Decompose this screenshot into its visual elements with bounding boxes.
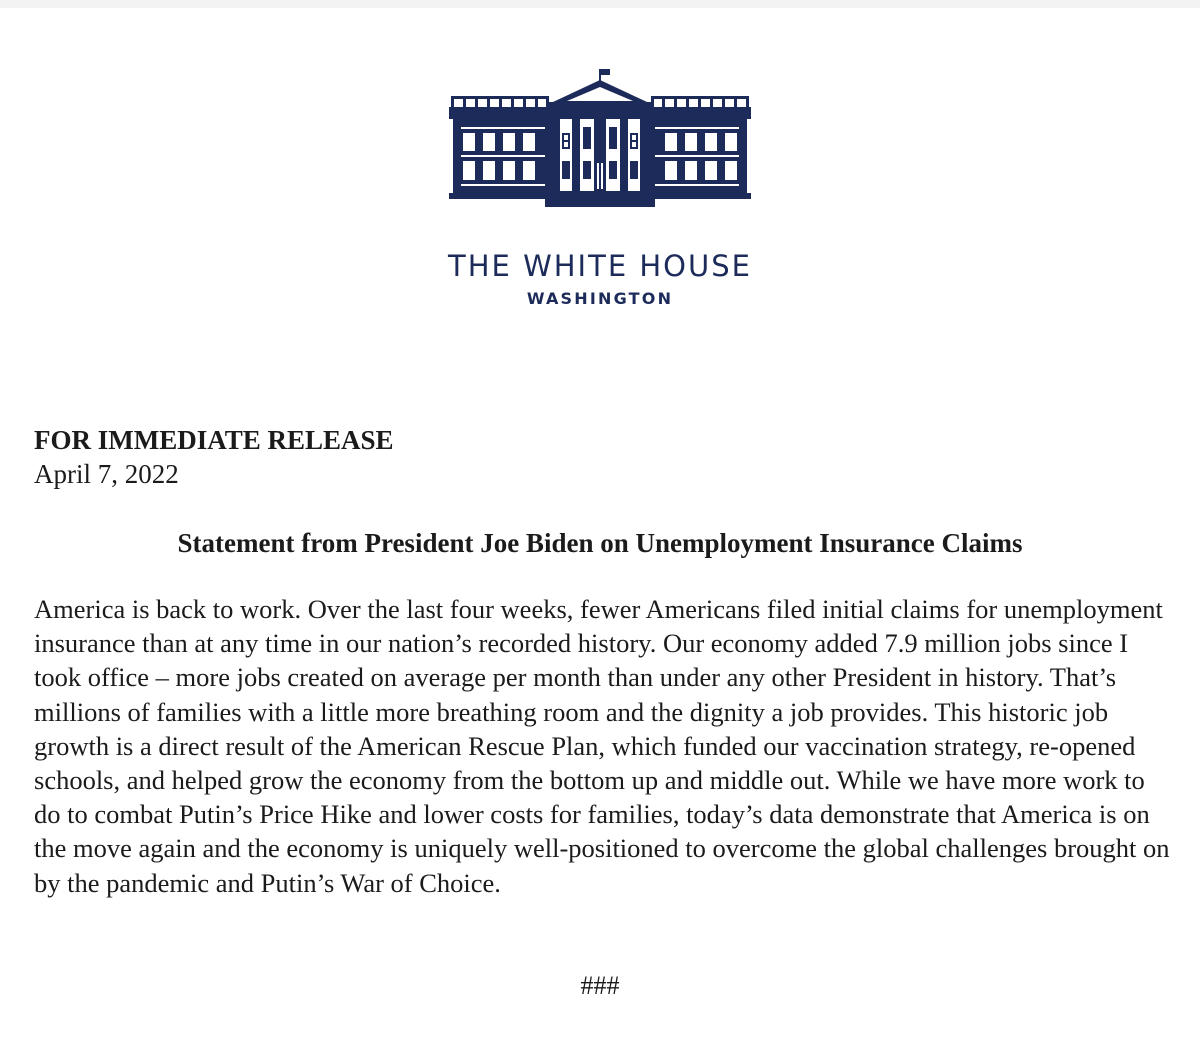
release-label: FOR IMMEDIATE RELEASE [34, 425, 394, 455]
letterhead-subtitle: WASHINGTON [526, 289, 674, 308]
statement-body: America is back to work. Over the last four weeks, fewer Americans filed initial claims for unemployment insurance than at any time in our nation’s recorded history. Our economy added 7.9 million jobs since I took office – more jobs created on average per month than under any other President in history. That’s millions of families with a little more breathing room and the dignity a job provides. This historic job growth is a direct result of the American Rescue Plan, which funded our vaccination strategy, re-opened schools, and helped grow the economy from the bottom up and middle out. While we have more work to do to combat Putin’s Price Hike and lower costs for families, today’s data demonstrate that America is on the move again and the economy is uniquely well-positioned to overcome the global challenges brought on by the pandemic and Putin’s War of Choice. [34, 594, 1170, 898]
white-house-building-icon [449, 67, 751, 207]
release-date: April 7, 2022 [34, 459, 179, 489]
end-mark: ### [580, 971, 620, 1000]
statement-title: Statement from President Joe Biden on Unemployment Insurance Claims [177, 528, 1023, 558]
letterhead-title: THE WHITE HOUSE [448, 249, 752, 283]
page-top-edge [0, 0, 1200, 8]
